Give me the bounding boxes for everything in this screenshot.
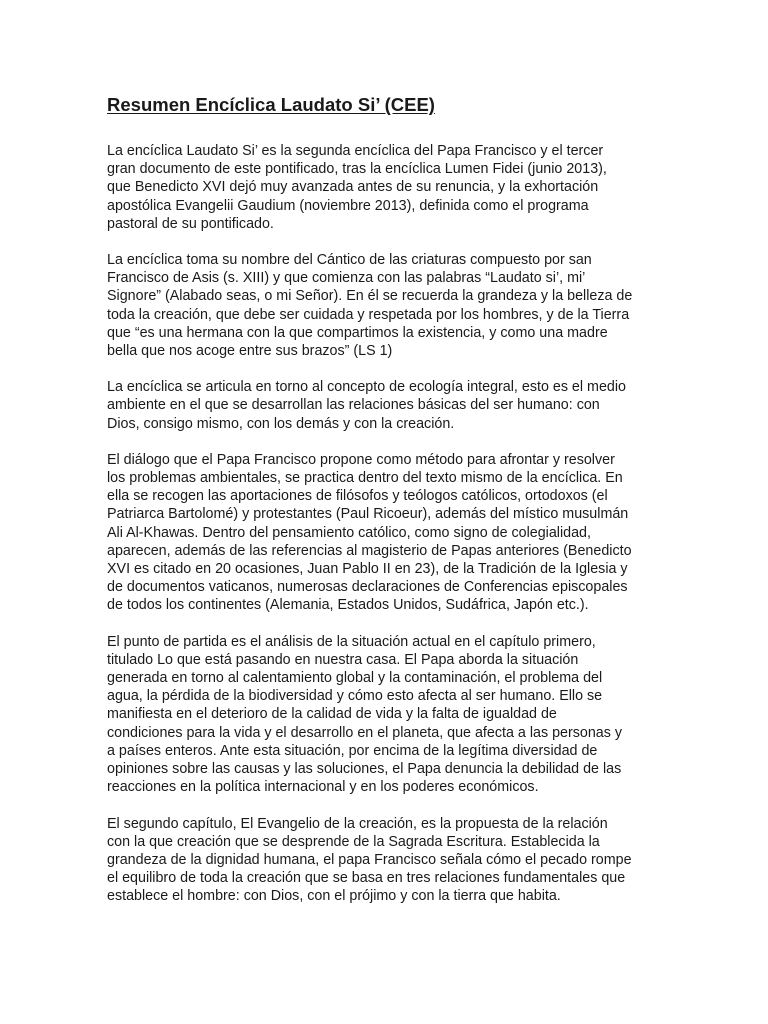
- text-line: los problemas ambientales, se practica dentro del texto mismo de la encíclica. En: [107, 470, 623, 487]
- text-line: Ali Al-Khawas. Dentro del pensamiento católico, como signo de colegialidad,: [107, 524, 591, 541]
- text-line: gran documento de este pontificado, tras la encíclica Lumen Fidei (junio 2013),: [107, 161, 607, 178]
- text-line: Signore” (Alabado seas, o mi Señor). En él se recuerda la grandeza y la belleza de: [107, 288, 633, 305]
- text-line: Francisco de Asis (s. XIII) y que comienza con las palabras “Laudato si’, mi’: [107, 270, 586, 287]
- text-line: condiciones para la vida y el desarrollo en el planeta, que afecta a las personas y: [107, 724, 623, 741]
- text-line: El segundo capítulo, El Evangelio de la creación, es la propuesta de la relación: [107, 815, 608, 832]
- text-line: El diálogo que el Papa Francisco propone como método para afrontar y resolver: [107, 451, 615, 468]
- paragraph-5: [107, 633, 663, 797]
- paragraph-3: [107, 378, 663, 433]
- text-line: La encíclica toma su nombre del Cántico de las criaturas compuesto por san: [107, 252, 592, 269]
- text-line: La encíclica se articula en torno al concepto de ecología integral, esto es el medio: [107, 379, 626, 396]
- text-line: aparecen, además de las referencias al magisterio de Papas anteriores (Benedicto: [107, 542, 632, 559]
- text-line: reacciones en la política internacional y en los poderes económicos.: [107, 779, 539, 796]
- text-line: agua, la pérdida de la biodiversidad y cómo esto afecta al ser humano. Ello se: [107, 688, 603, 705]
- text-line: de documentos vaticanos, numerosas declaraciones de Conferencias episcopales: [107, 579, 628, 596]
- text-line: Dios, consigo mismo, con los demás y con la creación.: [107, 415, 455, 432]
- text-line: toda la creación, que debe ser cuidada y respetada por los hombres, y de la Tierra: [107, 306, 630, 323]
- text-line: opiniones sobre las causas y las soluciones, el Papa denuncia la debilidad de las: [107, 761, 622, 778]
- text-line: con la que creación que se desprende de la Sagrada Escritura. Establecida la: [107, 833, 600, 850]
- document-title: Resumen Encíclica Laudato Si’ (CEE): [107, 94, 435, 115]
- text-line: La encíclica Laudato Si’ es la segunda encíclica del Papa Francisco y el tercer: [107, 143, 604, 159]
- text-line: generada en torno al calentamiento global y la contaminación, el problema del: [107, 670, 603, 687]
- text-line: establece el hombre: con Dios, con el prójimo y con la tierra que habita.: [107, 888, 561, 905]
- text-line: que “es una hermana con la que compartimos la existencia, y como una madre: [107, 324, 608, 341]
- text-line: el equilibro de toda la creación que se basa en tres relaciones fundamentales que: [107, 870, 626, 887]
- paragraph-1: [107, 142, 663, 233]
- text-line: XVI es citado en 20 ocasiones, Juan Pablo II en 23), de la Tradición de la Iglesia y: [107, 561, 628, 578]
- text-line: a países enteros. Ante esta situación, por encima de la legítima diversidad de: [107, 742, 598, 759]
- paragraph-6: [107, 815, 663, 906]
- text-line: titulado Lo que está pasando en nuestra casa. El Papa aborda la situación: [107, 651, 579, 668]
- text-line: Patriarca Bartolomé) y protestantes (Paul Ricoeur), además del místico musulmán: [107, 506, 629, 523]
- paragraph-4: [107, 451, 663, 615]
- text-line: grandeza de la dignidad humana, el papa Francisco señala cómo el pecado rompe: [107, 851, 632, 868]
- paragraph-2: [107, 251, 663, 360]
- text-line: pastoral de su pontificado.: [107, 215, 274, 232]
- text-line: ambiente en el que se desarrollan las relaciones básicas del ser humano: con: [107, 397, 600, 414]
- text-line: ella se recogen las aportaciones de filósofos y teólogos católicos, ortodoxos (el: [107, 488, 608, 505]
- document-page: [107, 94, 663, 924]
- text-line: El punto de partida es el análisis de la situación actual en el capítulo primero,: [107, 633, 596, 650]
- text-line: de todos los continentes (Alemania, Estados Unidos, Sudáfrica, Japón etc.).: [107, 597, 589, 614]
- text-line: apostólica Evangelii Gaudium (noviembre 2013), definida como el programa: [107, 197, 589, 214]
- text-line: manifiesta en el deterioro de la calidad de vida y la falta de igualdad de: [107, 706, 557, 723]
- text-line: que Benedicto XVI dejó muy avanzada antes de su renuncia, y la exhortación: [107, 179, 599, 196]
- text-line: bella que nos acoge entre sus brazos” (LS 1): [107, 343, 393, 360]
